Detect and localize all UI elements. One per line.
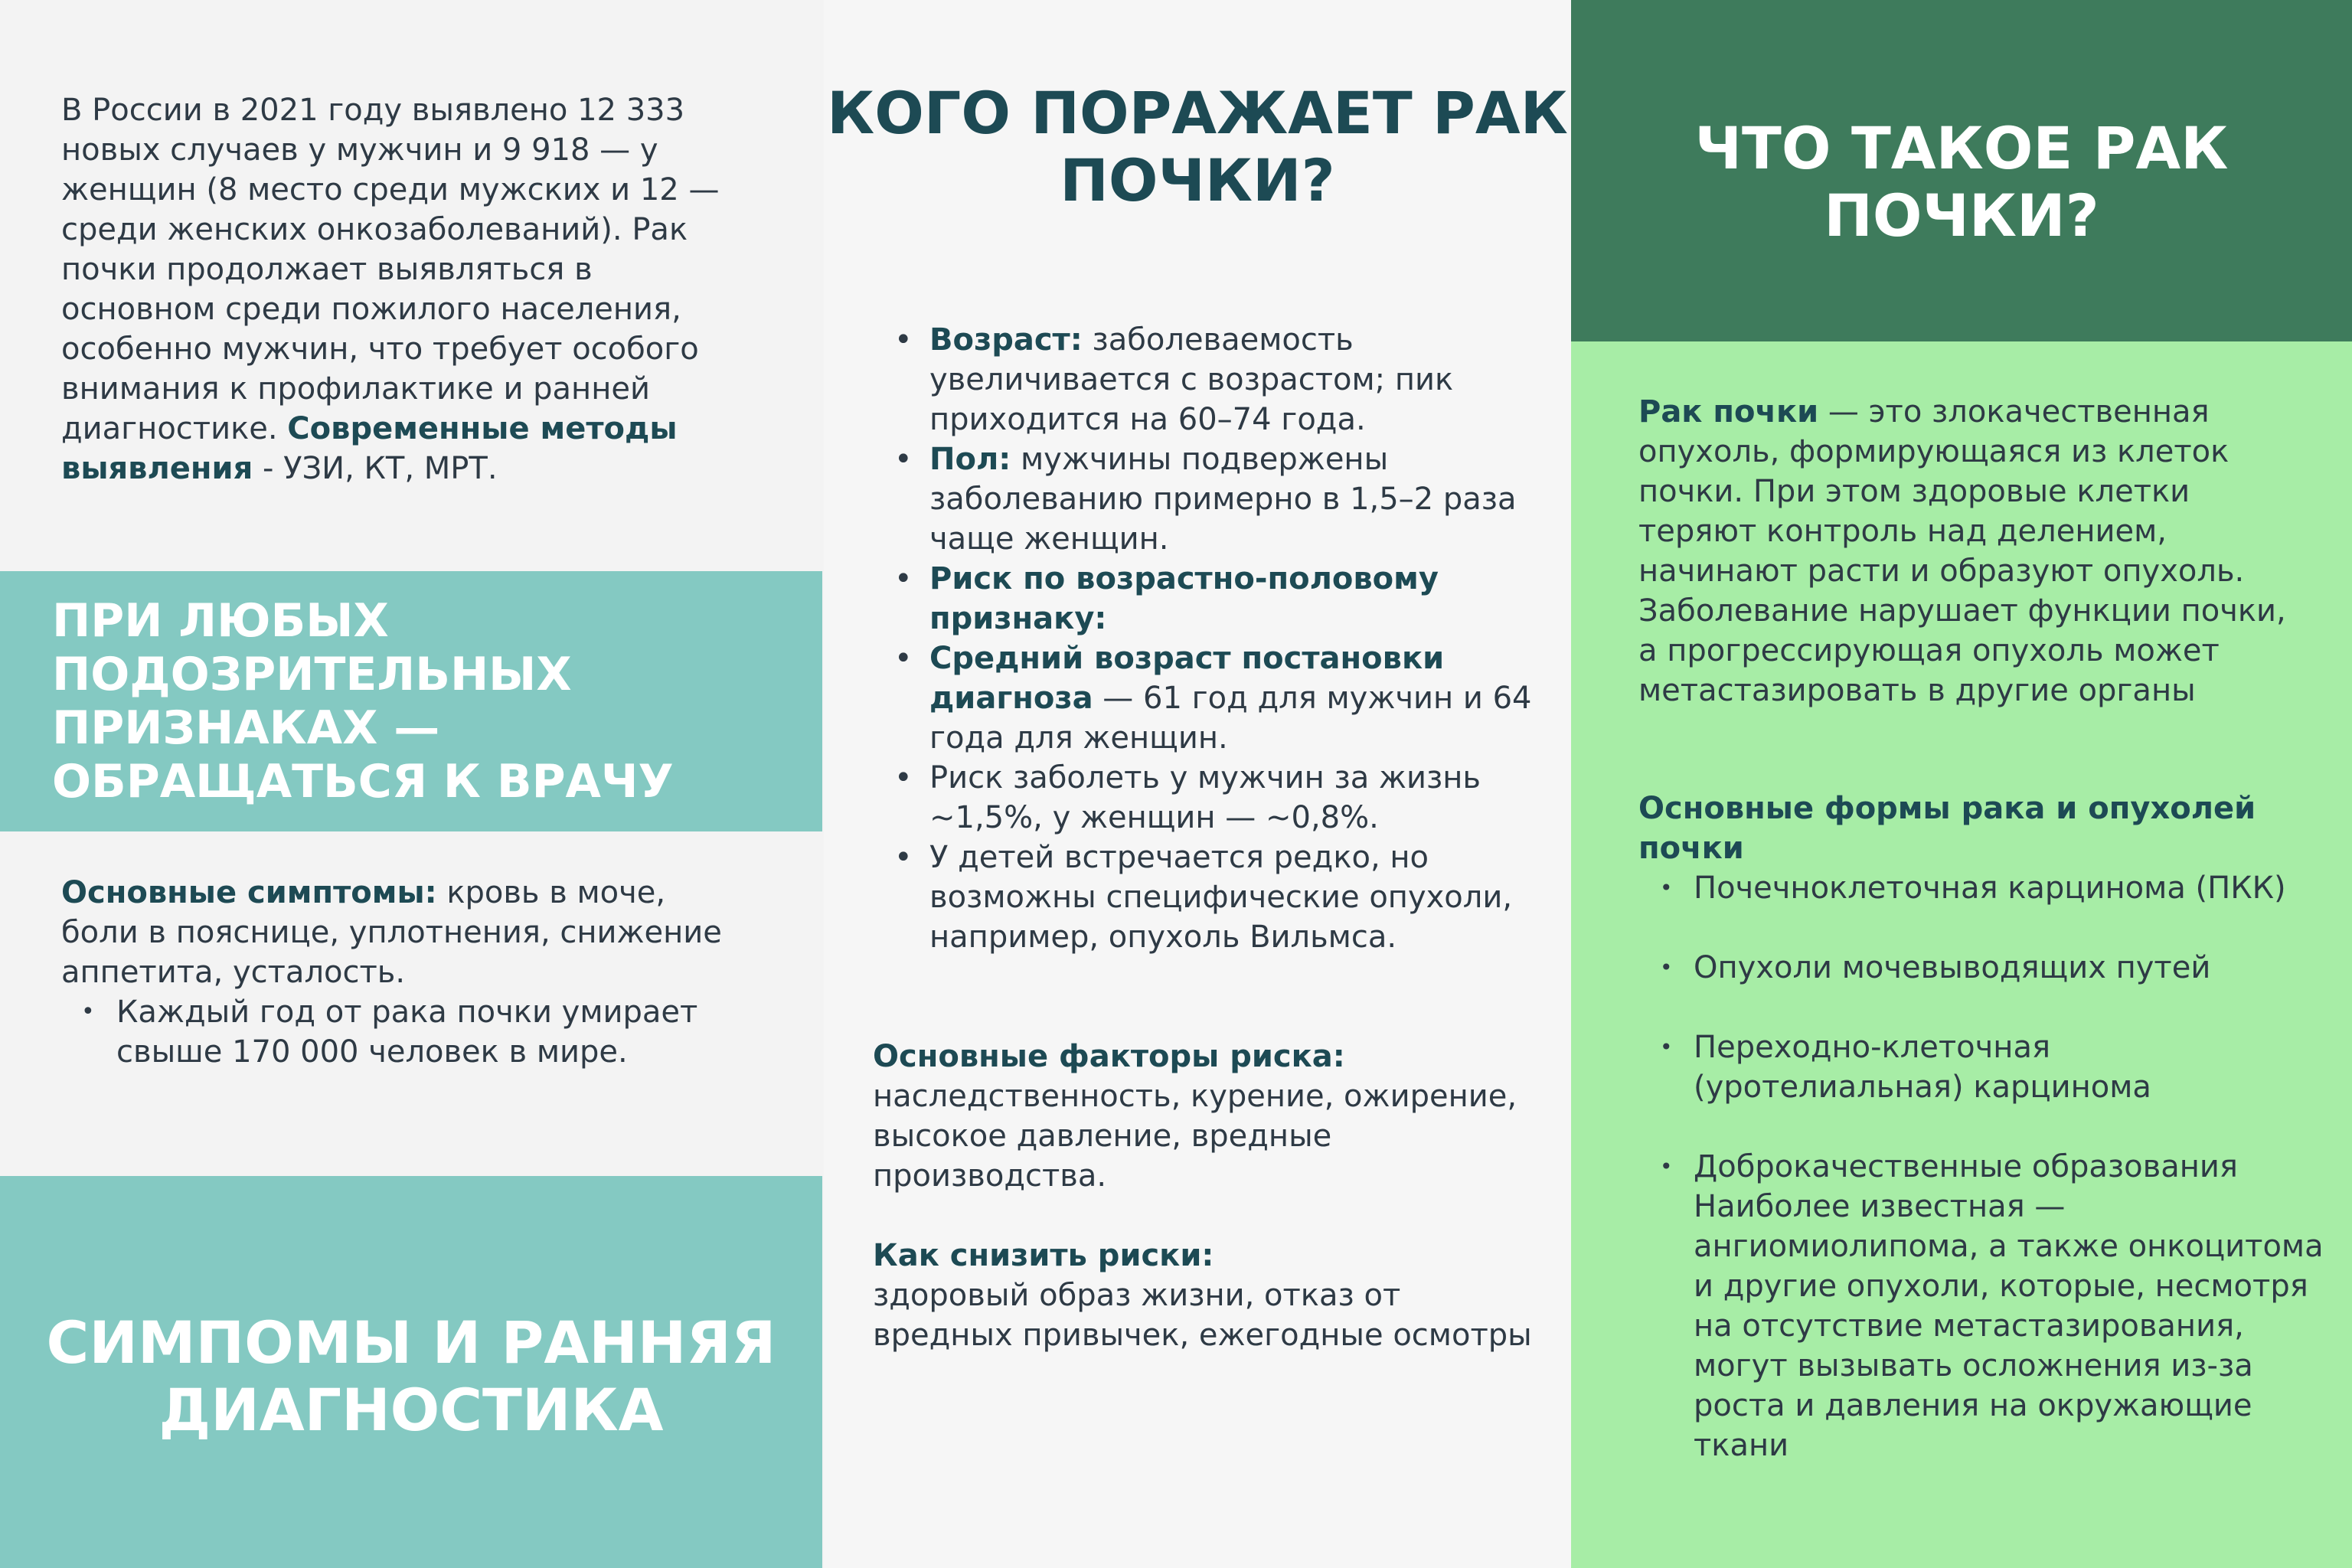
- diagnostics-title: СИМПОМЫ И РАННЯЯ ДИАГНОСТИКА: [46, 1308, 776, 1444]
- reduce-risk-block: [873, 1236, 1547, 1355]
- methods-label: Современные методы выявления: [61, 411, 678, 486]
- list-item: [929, 639, 1544, 758]
- list-item: • Почечноклеточная карцинома (ПКК): [1694, 868, 2328, 908]
- symptoms-text: кровь в моче, боли в пояснице, уплотнения, снижение аппетита, усталость.: [61, 875, 722, 990]
- definition-label: Рак почки: [1638, 394, 1819, 430]
- definition-paragraph: [1638, 392, 2312, 710]
- item-text: Риск заболеть у мужчин за жизнь ~1,5%, у женщин — ~0,8%.: [929, 760, 1481, 835]
- what-is-header: [1571, 0, 2352, 341]
- symptoms-paragraph: [61, 873, 750, 992]
- who-affected-title: КОГО ПОРАЖАЕТ РАК ПОЧКИ?: [827, 79, 1568, 214]
- definition-text: — это злокачественная опухоль, формирующаяся из клеток почки. При этом здоровые клетки теряют контроль над делением, начинают расти и образуют опухоль. Заболевание нарушает функции почки, а прогрессирующая опухоль может метастазировать в другие органы: [1638, 394, 2286, 708]
- symptoms-list: [61, 992, 750, 1072]
- intro-paragraph: [61, 90, 750, 488]
- warning-title: ПРИ ЛЮБЫХ ПОДОЗРИТЕЛЬНЫХ ПРИЗНАКАХ — ОБРАЩАТЬСЯ К ВРАЧУ: [52, 594, 674, 808]
- risk-factors-text: наследственность, курение, ожирение, высокое давление, вредные производства.: [873, 1079, 1517, 1194]
- list-item: [929, 758, 1544, 838]
- who-affected-list: [870, 320, 1544, 957]
- risk-factors-label: Основные факторы риска:: [873, 1039, 1345, 1074]
- symptoms-block: [61, 873, 750, 1072]
- warning-band: [0, 571, 822, 831]
- list-item: [929, 559, 1544, 639]
- list-item: [929, 838, 1544, 957]
- intro-text: В России в 2021 году выявлено 12 333 новых случаев у мужчин и 9 918 — у женщин (8 место среди мужских и 12 — среди женских онкозаболеваний). Рак почки продолжает выявляться в основном среди пожилого населения, особенно мужчин, что требует особого внимания к профилактике и ранней диагностике.: [61, 93, 720, 446]
- forms-title: Основные формы рака и опухолей почки: [1638, 791, 2256, 866]
- list-item: • Опухоли мочевыводящих путей: [1694, 948, 2328, 988]
- methods-text: - УЗИ, КТ, МРТ.: [253, 451, 498, 486]
- reduce-risk-text: здоровый образ жизни, отказ от вредных привычек, ежегодные осмотры: [873, 1278, 1532, 1353]
- symptoms-label: Основные симптомы:: [61, 875, 437, 910]
- item-label: Пол:: [929, 442, 1011, 477]
- reduce-risk-label: Как снизить риски:: [873, 1238, 1214, 1273]
- forms-list: [1638, 868, 2328, 1465]
- item-text: заболеваемость увеличивается с возрастом; пик приходится на 60–74 года.: [929, 322, 1454, 437]
- list-item: • Доброкачественные образования Наиболее известная — ангиомиолипома, а также онкоцитома и другие опухоли, которые, несмотря на отсутствие метастазирования, могут вызывать осложнения из-за роста и давления на окружающие ткани: [1694, 1147, 2328, 1465]
- middle-panel: [824, 0, 1571, 1568]
- item-text: — 61 год для мужчин и 64 года для женщин.: [929, 681, 1532, 756]
- item-text: мужчины подвержены заболеванию примерно в 1,5–2 раза чаще женщин.: [929, 442, 1517, 557]
- right-panel: [1571, 0, 2352, 1568]
- list-item: [929, 439, 1544, 559]
- item-text: У детей встречается редко, но возможны специфические опухоли, например, опухоль Вильмса.: [929, 840, 1513, 955]
- left-panel: [0, 0, 824, 1568]
- item-label: Риск по возрастно-половому признаку:: [929, 561, 1439, 636]
- item-label: Возраст:: [929, 322, 1083, 358]
- list-item: • Каждый год от рака почки умирает свыше 170 000 человек в мире.: [116, 992, 750, 1072]
- forms-block: [1638, 789, 2328, 1465]
- what-is-title: ЧТО ТАКОЕ РАК ПОЧКИ?: [1694, 114, 2229, 250]
- diagnostics-band: [0, 1176, 822, 1568]
- list-item: [929, 320, 1544, 439]
- risk-factors-block: [873, 1037, 1547, 1196]
- item-label: Средний возраст постановки диагноза: [929, 641, 1445, 716]
- list-item: • Переходно-клеточная (уротелиальная) карцинома: [1694, 1027, 2328, 1107]
